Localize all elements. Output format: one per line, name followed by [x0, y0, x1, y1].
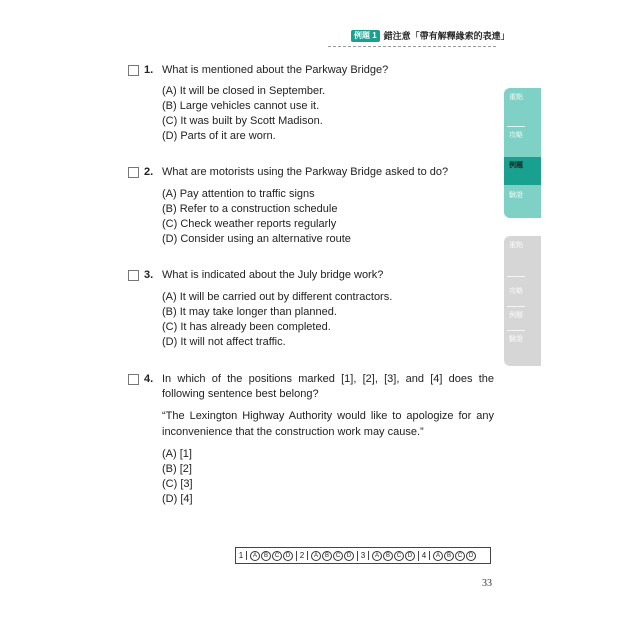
- option-d[interactable]: (D) Parts of it are worn.: [162, 130, 276, 142]
- question-text: In which of the positions marked [1], [2], [3], and [4] does the following sentence best belong?: [162, 373, 494, 400]
- question-checkbox[interactable]: [128, 270, 139, 281]
- answer-bubble[interactable]: A: [372, 551, 382, 561]
- answer-bubble[interactable]: C: [394, 551, 404, 561]
- option-a[interactable]: (A) [1]: [162, 448, 192, 460]
- answer-bubbles: [247, 551, 297, 561]
- header-divider: [328, 46, 496, 47]
- question-number: 2.: [144, 166, 154, 178]
- option-d[interactable]: (D) It will not affect traffic.: [162, 336, 286, 348]
- section-tab-group-1: [504, 88, 541, 218]
- question-text: What is mentioned about the Parkway Bridge?: [162, 64, 389, 76]
- answer-row: [297, 548, 358, 563]
- answer-bubble[interactable]: B: [383, 551, 393, 561]
- tab-label[interactable]: 驗證: [509, 192, 523, 199]
- answer-bubbles: [369, 551, 419, 561]
- example-tag: 例題 1: [351, 30, 380, 42]
- answer-bubble[interactable]: B: [322, 551, 332, 561]
- answer-bubbles: [430, 551, 479, 561]
- tab-label[interactable]: 攻略: [509, 132, 523, 139]
- option-a[interactable]: (A) Pay attention to traffic signs: [162, 188, 315, 200]
- answer-bubble[interactable]: D: [283, 551, 293, 561]
- question-number: 3.: [144, 269, 154, 281]
- answer-bubble[interactable]: C: [272, 551, 282, 561]
- section-tab-group-2: [504, 236, 541, 366]
- answer-row: [236, 548, 297, 563]
- question-checkbox[interactable]: [128, 65, 139, 76]
- tab-divider: [507, 126, 525, 127]
- chapter-title: 錯注意「帶有解釋緣索的表達」: [383, 31, 510, 41]
- answer-sheet: [235, 547, 491, 564]
- answer-row: [358, 548, 419, 563]
- option-a[interactable]: (A) It will be closed in September.: [162, 85, 326, 97]
- option-c[interactable]: (C) It has already been completed.: [162, 321, 331, 333]
- answer-number: 1: [236, 551, 247, 560]
- answer-number: 4: [419, 551, 430, 560]
- option-d[interactable]: (D) Consider using an alternative route: [162, 233, 351, 245]
- question-text: What are motorists using the Parkway Bridge asked to do?: [162, 166, 449, 178]
- tab-label[interactable]: 攻略: [509, 288, 523, 295]
- option-d[interactable]: (D) [4]: [162, 493, 193, 505]
- page-number: 33: [482, 578, 492, 589]
- answer-row: [419, 548, 479, 563]
- question-quote: “The Lexington Highway Authority would like to apologize for any inconvenience that the construction work may cause.”: [162, 410, 494, 438]
- option-b[interactable]: (B) Large vehicles cannot use it.: [162, 100, 320, 112]
- tab-label[interactable]: 例題: [509, 312, 523, 319]
- option-b[interactable]: (B) It may take longer than planned.: [162, 306, 337, 318]
- tab-label[interactable]: 重點: [509, 94, 523, 101]
- tab-label[interactable]: 驗證: [509, 336, 523, 343]
- answer-bubble[interactable]: C: [333, 551, 343, 561]
- answer-bubble[interactable]: D: [405, 551, 415, 561]
- answer-number: 3: [358, 551, 369, 560]
- question-checkbox[interactable]: [128, 374, 139, 385]
- tab-divider: [507, 276, 525, 277]
- option-b[interactable]: (B) [2]: [162, 463, 192, 475]
- answer-bubbles: [308, 551, 358, 561]
- tab-divider: [507, 306, 525, 307]
- option-c[interactable]: (C) It was built by Scott Madison.: [162, 115, 323, 127]
- tab-label[interactable]: 重點: [509, 242, 523, 249]
- answer-bubble[interactable]: B: [261, 551, 271, 561]
- answer-number: 2: [297, 551, 308, 560]
- option-a[interactable]: (A) It will be carried out by different contractors.: [162, 291, 393, 303]
- answer-bubble[interactable]: D: [466, 551, 476, 561]
- answer-bubble[interactable]: A: [311, 551, 321, 561]
- answer-bubble[interactable]: C: [455, 551, 465, 561]
- option-c[interactable]: (C) Check weather reports regularly: [162, 218, 337, 230]
- question-checkbox[interactable]: [128, 167, 139, 178]
- answer-bubble[interactable]: D: [344, 551, 354, 561]
- question-number: 4.: [144, 373, 154, 385]
- option-c[interactable]: (C) [3]: [162, 478, 193, 490]
- question-number: 1.: [144, 64, 154, 76]
- question-text: What is indicated about the July bridge work?: [162, 269, 384, 281]
- tab-divider: [507, 330, 525, 331]
- answer-bubble[interactable]: A: [250, 551, 260, 561]
- answer-bubble[interactable]: A: [433, 551, 443, 561]
- answer-bubble[interactable]: B: [444, 551, 454, 561]
- option-b[interactable]: (B) Refer to a construction schedule: [162, 203, 338, 215]
- chapter-header: [351, 30, 510, 42]
- tab-label-active[interactable]: 例題: [509, 162, 523, 169]
